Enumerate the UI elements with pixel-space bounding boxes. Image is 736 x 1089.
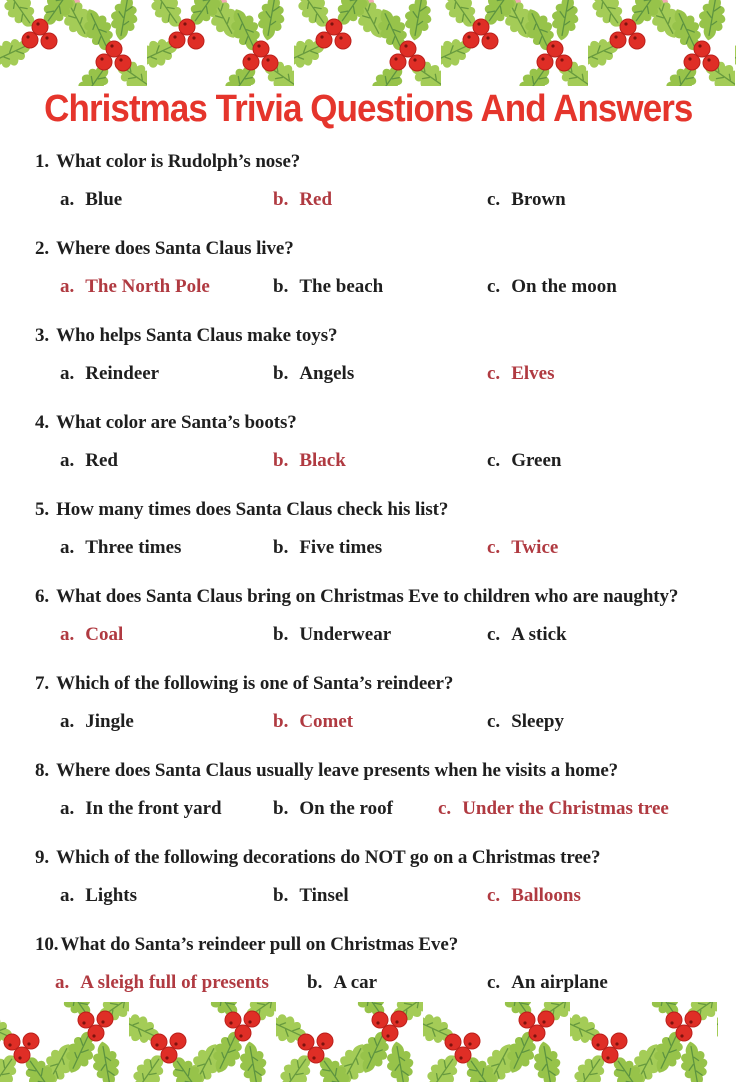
option-b	[273, 885, 349, 907]
question-block	[35, 412, 701, 472]
question-number: 8.	[35, 760, 50, 781]
option-letter: a.	[55, 972, 70, 993]
page-title-text: Christmas Trivia Questions And Answers	[43, 88, 693, 130]
question-block	[35, 499, 701, 559]
option-letter: b.	[273, 189, 289, 210]
option-a	[60, 711, 134, 733]
option-letter: a.	[60, 276, 75, 297]
option-a	[55, 972, 269, 994]
question-text	[35, 586, 701, 608]
option-text: Brown	[511, 189, 566, 210]
option-letter: b.	[273, 537, 289, 558]
question-number: 3.	[35, 325, 50, 346]
option-text: Comet	[299, 711, 354, 732]
option-letter: b.	[273, 885, 289, 906]
option-letter: b.	[273, 798, 289, 819]
question-text	[35, 238, 701, 260]
option-text: Five times	[299, 537, 383, 558]
question-block	[35, 586, 701, 646]
options-row	[35, 711, 701, 733]
options-row	[35, 624, 701, 646]
option-letter: b.	[273, 276, 289, 297]
option-a	[60, 624, 123, 646]
options-row	[35, 798, 701, 820]
question-text	[35, 151, 701, 173]
options-row	[35, 450, 701, 472]
question-number: 10.	[35, 934, 59, 955]
option-letter: c.	[487, 276, 501, 297]
holly-garland-top-icon	[0, 0, 736, 86]
question-title: Who helps Santa Claus make toys?	[56, 325, 338, 346]
question-number: 1.	[35, 151, 50, 172]
question-block	[35, 151, 701, 211]
option-letter: a.	[60, 450, 75, 471]
option-text: Elves	[511, 363, 555, 384]
option-letter: a.	[60, 363, 75, 384]
option-letter: c.	[487, 189, 501, 210]
option-a	[60, 885, 137, 907]
option-c	[487, 276, 617, 298]
option-b	[273, 537, 382, 559]
option-text: Angels	[299, 363, 355, 384]
option-c	[487, 885, 581, 907]
option-b	[273, 450, 346, 472]
option-text: The North Pole	[85, 276, 210, 297]
option-text: Balloons	[511, 885, 581, 906]
option-text: A stick	[511, 624, 567, 645]
option-c	[487, 450, 562, 472]
option-letter: b.	[273, 450, 289, 471]
option-text: Jingle	[85, 711, 134, 732]
option-letter: c.	[487, 972, 501, 993]
options-row	[35, 276, 701, 298]
question-title: What does Santa Claus bring on Christmas Eve to children who are naughty?	[56, 586, 679, 607]
option-c	[487, 189, 566, 211]
option-text: An airplane	[511, 972, 608, 993]
option-b	[273, 189, 332, 211]
option-letter: c.	[487, 450, 501, 471]
option-letter: c.	[487, 537, 501, 558]
option-text: In the front yard	[85, 798, 222, 819]
option-text: Twice	[511, 537, 559, 558]
option-letter: a.	[60, 711, 75, 732]
option-b	[273, 624, 391, 646]
holly-garland-bottom-icon	[0, 1002, 736, 1082]
question-text	[35, 499, 701, 521]
question-number: 4.	[35, 412, 50, 433]
option-text: The beach	[299, 276, 384, 297]
option-letter: b.	[273, 711, 289, 732]
option-text: A sleigh full of presents	[80, 972, 269, 993]
option-text: Blue	[85, 189, 123, 210]
question-block	[35, 847, 701, 907]
option-text: Black	[299, 450, 346, 471]
question-text	[35, 847, 701, 869]
option-c	[487, 624, 567, 646]
option-c	[487, 711, 564, 733]
option-a	[60, 450, 118, 472]
option-letter: a.	[60, 624, 75, 645]
option-text: Red	[85, 450, 118, 471]
options-row	[35, 189, 701, 211]
option-text: Lights	[85, 885, 137, 906]
question-text	[35, 325, 701, 347]
option-text: Underwear	[299, 624, 392, 645]
option-b	[273, 363, 354, 385]
option-letter: a.	[60, 885, 75, 906]
option-letter: a.	[60, 537, 75, 558]
question-title: Where does Santa Claus usually leave presents when he visits a home?	[56, 760, 619, 781]
options-row	[35, 537, 701, 559]
option-b	[273, 798, 393, 820]
option-letter: c.	[487, 885, 501, 906]
option-text: Sleepy	[511, 711, 564, 732]
question-block	[35, 238, 701, 298]
option-c	[487, 363, 554, 385]
question-title: What do Santa’s reindeer pull on Christmas Eve?	[60, 934, 459, 955]
option-b	[307, 972, 377, 994]
option-a	[60, 363, 159, 385]
question-title: Where does Santa Claus live?	[56, 238, 294, 259]
question-title: Which of the following decorations do NOT go on a Christmas tree?	[56, 847, 601, 868]
option-letter: c.	[487, 624, 501, 645]
option-a	[60, 276, 210, 298]
option-a	[60, 189, 122, 211]
option-a	[60, 798, 222, 820]
option-text: Three times	[85, 537, 182, 558]
question-title: Which of the following is one of Santa’s reindeer?	[56, 673, 454, 694]
option-letter: b.	[273, 363, 289, 384]
option-letter: c.	[487, 363, 501, 384]
question-block	[35, 673, 701, 733]
option-text: On the moon	[511, 276, 617, 297]
option-letter: b.	[307, 972, 323, 993]
option-c	[438, 798, 669, 820]
question-block	[35, 325, 701, 385]
option-text: Red	[299, 189, 333, 210]
options-row	[35, 363, 701, 385]
question-text	[35, 412, 701, 434]
question-number: 6.	[35, 586, 50, 607]
options-row	[35, 885, 701, 907]
option-text: Tinsel	[299, 885, 349, 906]
question-block	[35, 934, 701, 994]
option-text: Under the Christmas tree	[462, 798, 669, 819]
option-b	[273, 276, 383, 298]
page-title	[0, 86, 736, 134]
option-text: Reindeer	[85, 363, 160, 384]
option-text: On the roof	[299, 798, 393, 819]
option-text: Coal	[85, 624, 124, 645]
question-title: What color are Santa’s boots?	[56, 412, 297, 433]
option-letter: a.	[60, 798, 75, 819]
question-text	[35, 760, 701, 782]
option-c	[487, 537, 558, 559]
question-number: 9.	[35, 847, 50, 868]
question-text	[35, 934, 701, 956]
questions-list	[0, 134, 736, 994]
option-letter: a.	[60, 189, 75, 210]
option-letter: b.	[273, 624, 289, 645]
options-row	[35, 972, 701, 994]
option-a	[60, 537, 181, 559]
question-block	[35, 760, 701, 820]
option-text: A car	[333, 972, 378, 993]
option-text: Green	[511, 450, 562, 471]
question-number: 7.	[35, 673, 50, 694]
option-b	[273, 711, 353, 733]
question-number: 5.	[35, 499, 50, 520]
question-number: 2.	[35, 238, 50, 259]
question-title: How many times does Santa Claus check his list?	[56, 499, 449, 520]
question-title: What color is Rudolph’s nose?	[56, 151, 301, 172]
option-c	[487, 972, 608, 994]
question-text	[35, 673, 701, 695]
option-letter: c.	[438, 798, 452, 819]
option-letter: c.	[487, 711, 501, 732]
